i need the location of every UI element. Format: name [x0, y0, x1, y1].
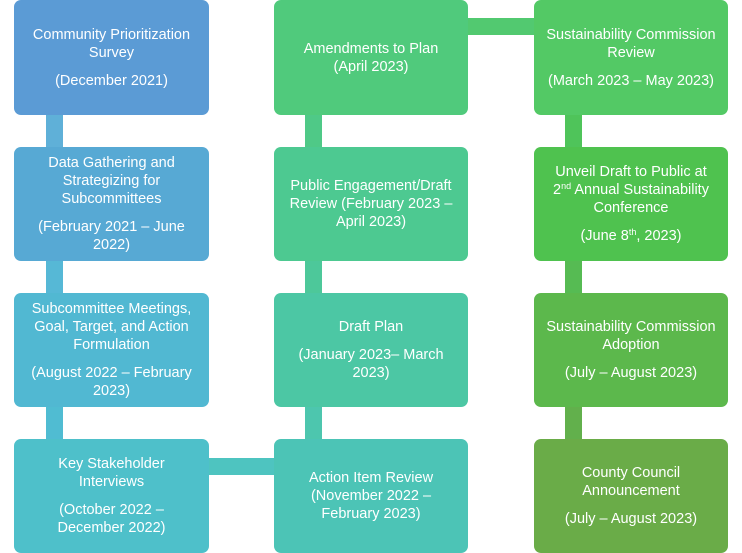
step-date: (April 2023)	[333, 58, 409, 75]
step-subcommittee-meetings	[14, 293, 209, 407]
step-title: Public Engagement/Draft Review (February 2023 – April 2023)	[289, 178, 453, 230]
step-title-part-b: Annual Sustainability Conference	[574, 182, 709, 216]
step-title: Key Stakeholder Interviews	[58, 456, 165, 490]
connector-s10-s11	[565, 260, 582, 294]
step-date: (August 2022 – February 2023)	[31, 365, 192, 399]
connector-s3-s4	[46, 406, 63, 440]
connector-s5-s6	[305, 406, 322, 440]
step-title: Community Prioritization Survey	[32, 26, 191, 61]
connector-s11-s12	[565, 406, 582, 440]
connector-s1-s2	[46, 114, 63, 148]
step-date: (July – August 2023)	[564, 511, 698, 527]
step-date-part-a: (June 8	[580, 228, 629, 244]
step-sustainability-commission-review	[534, 0, 728, 115]
step-title-ordinal: 2	[553, 182, 562, 198]
step-title: County Council Announcement	[581, 465, 681, 499]
step-public-engagement	[274, 147, 468, 261]
step-action-item-review	[274, 439, 468, 553]
step-date-suffix: th	[628, 227, 637, 237]
step-title: Subcommittee Meetings, Goal, Target, and Action Formulation	[31, 301, 192, 353]
step-draft-plan	[274, 293, 468, 407]
step-title	[544, 163, 718, 217]
connector-s4-s5	[208, 458, 276, 475]
step-date: (November 2022 – February 2023)	[310, 488, 432, 522]
step-county-council-announcement	[534, 439, 728, 553]
connector-s7-s8	[305, 114, 322, 148]
step-community-prioritization-survey	[14, 0, 209, 115]
step-title: Sustainability Commission Adoption	[546, 319, 716, 353]
step-title: Amendments to Plan	[303, 40, 439, 57]
step-date: (February 2021 – June 2022)	[38, 219, 185, 253]
step-amendments-to-plan	[274, 0, 468, 115]
connector-s9-s10	[565, 114, 582, 148]
step-date	[580, 227, 681, 245]
connector-s6-s7	[305, 260, 322, 294]
step-unveil-draft	[534, 147, 728, 261]
step-date: (July – August 2023)	[564, 365, 698, 381]
step-title: Sustainability Commission Review	[546, 26, 716, 61]
step-sustainability-commission-adoption	[534, 293, 728, 407]
step-title: Action Item Review	[308, 470, 434, 486]
step-date: (January 2023– March 2023)	[298, 347, 444, 381]
step-date: (October 2022 – December 2022)	[57, 502, 166, 536]
step-date: (December 2021)	[55, 72, 168, 89]
step-title-ordinal-suffix: nd	[561, 181, 572, 191]
step-key-stakeholder-interviews	[14, 439, 209, 553]
step-data-gathering	[14, 147, 209, 261]
step-title: Draft Plan	[338, 319, 404, 335]
step-title-part-a: Unveil Draft to Public at	[555, 164, 707, 180]
connector-s2-s3	[46, 260, 63, 294]
connector-s8-s9	[468, 18, 536, 35]
step-title: Data Gathering and Strategizing for Subcommittees	[48, 155, 175, 207]
step-date-part-b: , 2023)	[636, 228, 682, 244]
step-date: (March 2023 – May 2023)	[547, 72, 715, 89]
